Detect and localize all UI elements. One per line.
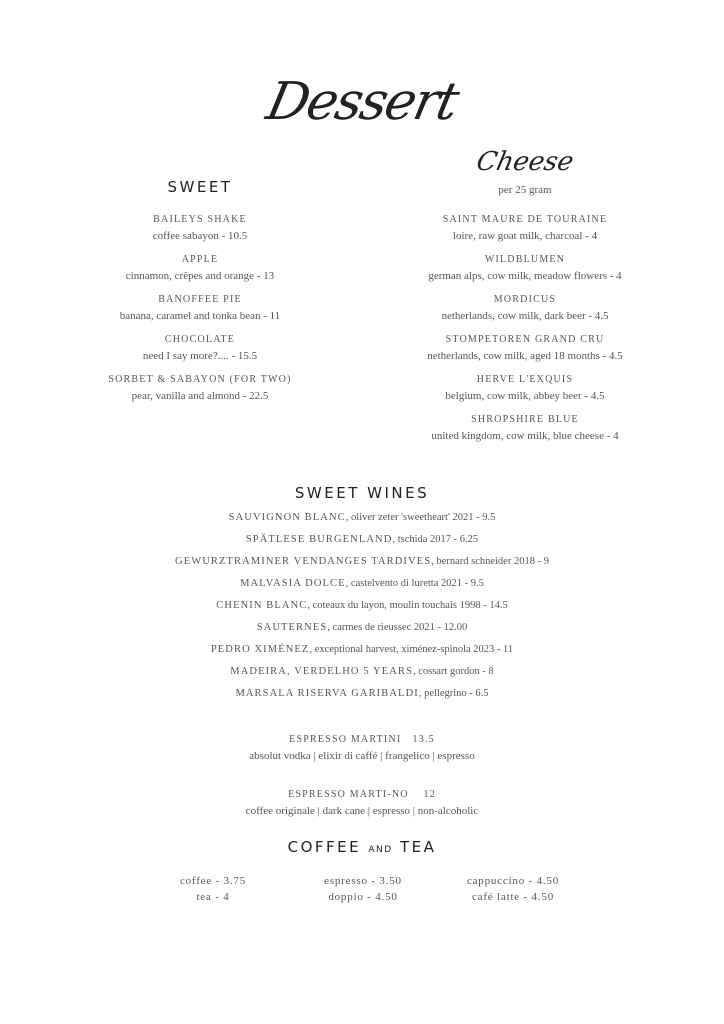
item-name: STOMPETOREN GRAND CRU xyxy=(445,334,605,345)
item-name: BAILEYS SHAKE xyxy=(153,214,247,225)
cheese-item xyxy=(375,291,675,331)
item-desc: need I say more?.... - 15.5 xyxy=(142,350,258,362)
item-name: MORDICUS xyxy=(493,294,557,305)
wine-detail: , exceptional harvest, ximénez-spinola 2023 - 11 xyxy=(309,644,514,655)
cheese-list xyxy=(375,211,675,451)
item-name: WILDBLUMEN xyxy=(484,254,566,265)
cocktail-desc: coffee originale | dark cane | espresso | non-alcoholic xyxy=(245,805,479,817)
sweet-item xyxy=(50,331,350,371)
wine-item xyxy=(0,683,724,705)
wine-name: PEDRO XIMÉNEZ xyxy=(210,644,310,655)
item-desc: pear, vanilla and almond - 22.5 xyxy=(131,390,269,402)
cheese-item xyxy=(375,331,675,371)
cheese-heading: Cheese xyxy=(473,147,577,177)
cheese-item xyxy=(375,211,675,251)
cocktail-list xyxy=(0,731,724,820)
cocktail-item xyxy=(0,731,724,765)
wine-name: MARSALA RISERVA GARIBALDI xyxy=(235,688,419,699)
wines-list xyxy=(0,507,724,705)
item-desc: netherlands, cow milk, aged 18 months - 4.5 xyxy=(427,350,623,362)
sweet-heading: SWEET xyxy=(167,178,233,196)
coffee-tea-grid xyxy=(138,875,588,903)
cocktail-item xyxy=(0,786,724,820)
wine-detail: , carmes de rieussec 2021 - 12.00 xyxy=(327,622,468,633)
cocktail-name: ESPRESSO MARTI-NO 12 xyxy=(288,789,436,800)
heading-tea: TEA xyxy=(399,838,437,856)
wine-item xyxy=(0,551,724,573)
heading-coffee: COFFEE xyxy=(287,838,362,856)
item-desc: loire, raw goat milk, charcoal - 4 xyxy=(452,230,598,242)
wine-name: SAUVIGNON BLANC xyxy=(228,512,346,523)
wine-detail: , pellegrino - 6.5 xyxy=(418,688,489,699)
item-desc: cinnamon, crêpes and orange - 13 xyxy=(125,270,275,282)
drink-item: doppio - 4.50 xyxy=(328,891,398,903)
item-desc: netherlands, cow milk, dark beer - 4.5 xyxy=(441,310,609,322)
wine-detail: , tschida 2017 - 6.25 xyxy=(392,534,479,545)
wine-name: SAUTERNES xyxy=(256,622,328,633)
drink-item: coffee - 3.75 xyxy=(179,875,247,887)
item-desc: banana, caramel and tonka bean - 11 xyxy=(119,310,281,322)
wine-item xyxy=(0,529,724,551)
item-name: SAINT MAURE DE TOURAINE xyxy=(442,214,608,225)
cheese-subtitle: per 25 gram xyxy=(498,184,552,196)
cocktail-name: ESPRESSO MARTINI 13.5 xyxy=(289,734,435,745)
item-desc: united kingdom, cow milk, blue cheese - 4 xyxy=(431,430,619,442)
item-name: CHOCOLATE xyxy=(164,334,236,345)
sweet-item xyxy=(50,251,350,291)
item-name: APPLE xyxy=(181,254,219,265)
drink-item: cappuccino - 4.50 xyxy=(466,875,560,887)
coffee-tea-heading xyxy=(0,838,724,859)
wine-item xyxy=(0,595,724,617)
wine-detail: , cossart gordon - 8 xyxy=(412,666,494,677)
drink-item: espresso - 3.50 xyxy=(324,875,402,887)
sweet-item xyxy=(50,371,350,411)
wine-item xyxy=(0,617,724,639)
wine-item xyxy=(0,661,724,683)
item-name: BANOFFEE PIE xyxy=(158,294,242,305)
wine-name: MALVASIA DOLCE xyxy=(240,578,346,589)
wine-detail: , bernard schneider 2018 - 9 xyxy=(431,556,549,567)
wine-name: GEWURZTRAMINER VENDANGES TARDIVES xyxy=(175,556,432,567)
sweet-item xyxy=(50,211,350,251)
item-desc: coffee sabayon - 10.5 xyxy=(152,230,248,242)
item-desc: belgium, cow milk, abbey beer - 4.5 xyxy=(445,390,605,402)
item-name: HERVE L'EXQUIS xyxy=(476,374,574,385)
sweet-list xyxy=(50,211,350,411)
cheese-item xyxy=(375,411,675,451)
wine-detail: , castelvento di luretta 2021 - 9.5 xyxy=(345,578,484,589)
wine-item xyxy=(0,573,724,595)
wine-detail: , oliver zeter 'sweetheart' 2021 - 9.5 xyxy=(345,512,496,523)
item-name: SHROPSHIRE BLUE xyxy=(471,414,579,425)
heading-and: AND xyxy=(368,845,393,855)
wine-item xyxy=(0,639,724,661)
item-desc: german alps, cow milk, meadow flowers - 4 xyxy=(428,270,622,282)
sweet-item xyxy=(50,291,350,331)
wines-heading: SWEET WINES xyxy=(294,484,430,502)
item-name: SORBET & SABAYON (FOR TWO) xyxy=(108,374,292,385)
wine-name: MADEIRA, VERDELHO 5 YEARS xyxy=(230,666,413,677)
wine-name: CHENIN BLANC xyxy=(216,600,308,611)
wine-name: SPÄTLESE BURGENLAND xyxy=(245,534,393,545)
drink-item: tea - 4 xyxy=(196,891,230,903)
cheese-item xyxy=(375,371,675,411)
menu-title: Dessert xyxy=(261,72,463,132)
wine-item xyxy=(0,507,724,529)
wine-detail: , coteaux du layon, moulin touchais 1998 - 14.5 xyxy=(307,600,508,611)
cocktail-desc: absolut vodka | elixir di caffé | frangelico | espresso xyxy=(249,750,475,762)
drink-item: café latte - 4.50 xyxy=(471,891,554,903)
cheese-item xyxy=(375,251,675,291)
